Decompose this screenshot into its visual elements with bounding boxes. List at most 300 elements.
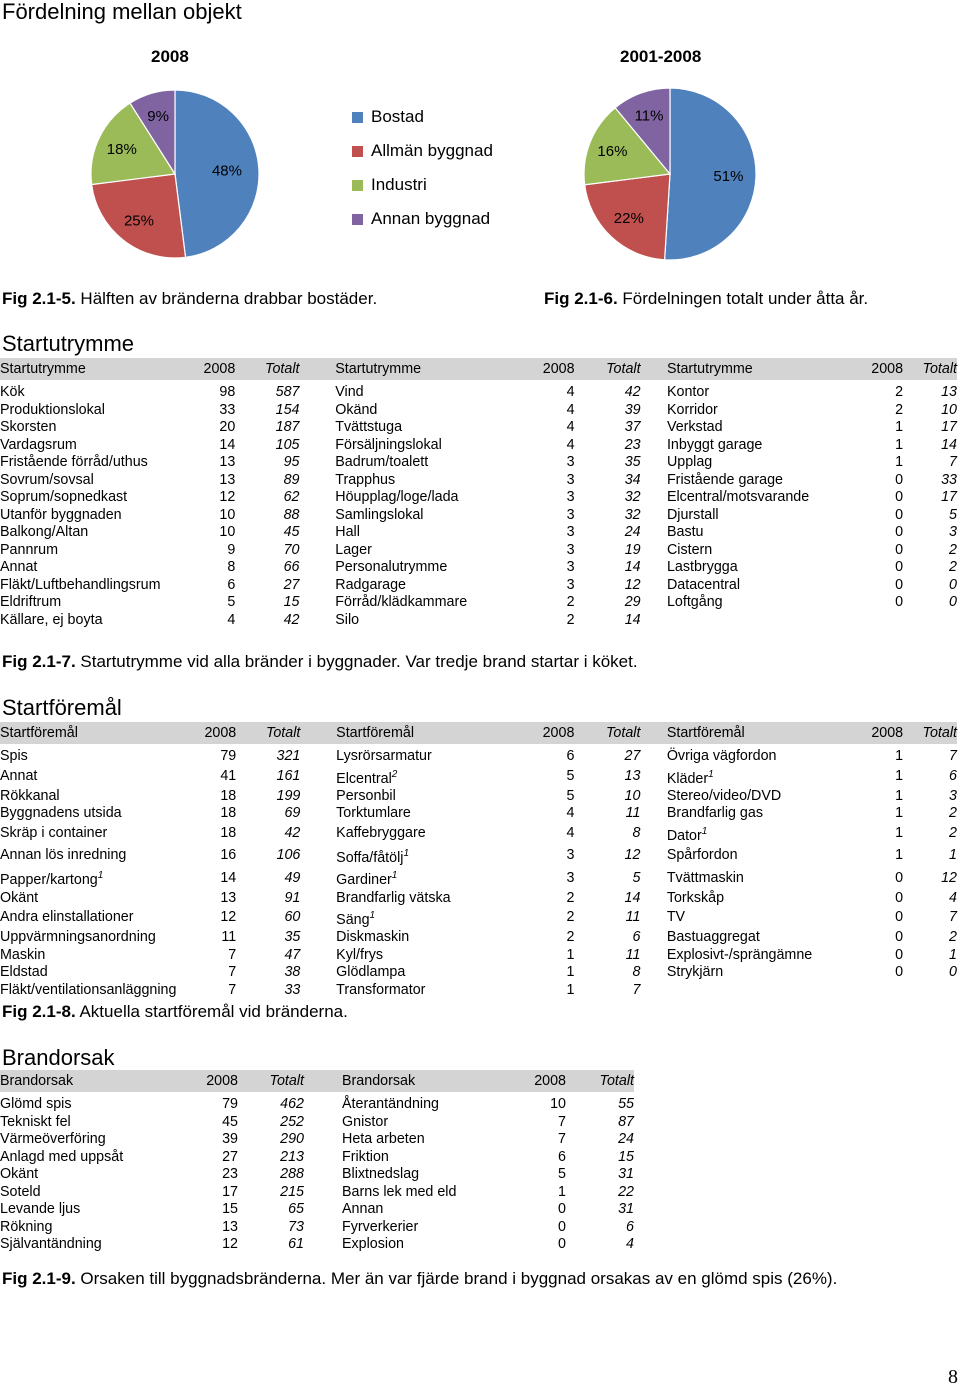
- section-heading-brandorsak: Brandorsak: [2, 1045, 115, 1070]
- table-cell-name: [336, 823, 503, 845]
- table-cell-totalt: 24: [624, 524, 641, 540]
- fig-caption-2-1-8: [2, 1002, 348, 1022]
- item-name: Tvättstuga: [335, 419, 403, 435]
- table-cell-totalt: 3: [949, 787, 957, 804]
- table-cell-name: [0, 964, 193, 982]
- table-cell-2008: 0: [895, 541, 904, 558]
- table-cell-2008: 1: [895, 787, 904, 804]
- legend-item-industri: [352, 168, 493, 202]
- table-cell-name: [336, 805, 503, 823]
- column-spacer: [641, 384, 667, 402]
- item-name: Elcentral: [336, 770, 392, 787]
- item-name: Okänt: [0, 1166, 39, 1182]
- table-cell-2008: 1: [895, 454, 904, 470]
- table-cell-name: [667, 890, 843, 908]
- table-cell-totalt: 4: [949, 889, 957, 906]
- column-header-name: Brandorsak: [0, 1070, 194, 1092]
- table-cell-name: [0, 577, 192, 595]
- legend-label: Industri: [371, 175, 427, 194]
- table-cell-name: [667, 594, 843, 612]
- table-cell-totalt: 60: [284, 909, 301, 926]
- column-header-2008: 2008: [503, 722, 575, 744]
- fig-number: Fig 2.1-6.: [544, 289, 618, 308]
- table-cell-2008: 12: [219, 489, 236, 505]
- column-header-name: Startutrymme: [667, 358, 843, 380]
- table-cell-2008: 0: [558, 1236, 566, 1252]
- page-number: 8: [948, 1366, 958, 1388]
- item-name: Andra elinstallationer: [0, 909, 134, 926]
- table-cell-name: [335, 524, 503, 542]
- table-cell-name: [0, 1236, 194, 1254]
- column-header-name: Startutrymme: [0, 358, 192, 380]
- fig-caption-2-1-6: [544, 289, 868, 309]
- table-cell-2008: 45: [222, 1113, 238, 1130]
- column-spacer: [640, 805, 666, 823]
- item-name: Produktionslokal: [0, 401, 105, 418]
- item-name: Explosivt-/sprängämne: [666, 946, 813, 963]
- table-cell-name: [0, 1114, 194, 1132]
- table-header-row: [0, 722, 957, 744]
- legend-item-bostad: [352, 100, 493, 134]
- table-cell-2008: 2: [566, 611, 575, 628]
- table-cell-2008: 3: [566, 506, 575, 523]
- column-spacer: [300, 964, 336, 982]
- table-cell-totalt: 13: [624, 767, 641, 784]
- column-spacer: [640, 748, 666, 766]
- table-cell-name: [667, 384, 843, 402]
- table-cell-totalt: 154: [275, 401, 300, 418]
- table-cell-totalt: 2: [949, 559, 957, 575]
- table-cell-name: [667, 454, 843, 472]
- table-cell-2008: 12: [220, 909, 237, 926]
- item-name: Spis: [0, 748, 28, 764]
- table-cell-totalt: 91: [284, 889, 301, 906]
- table-cell-name: [0, 907, 193, 929]
- table-cell-name: [0, 823, 193, 845]
- table-cell-totalt: 105: [275, 436, 300, 453]
- table-cell-name: [335, 489, 503, 507]
- column-spacer: [304, 1149, 342, 1167]
- table-cell-name: [667, 559, 843, 577]
- table-cell-name: [342, 1131, 512, 1149]
- item-name: Källare, ej boyta: [0, 611, 103, 628]
- table-cell-name: [0, 489, 192, 507]
- table-cell-totalt: 23: [624, 436, 641, 453]
- footnote-marker: 1: [403, 848, 410, 860]
- column-spacer: [641, 402, 667, 420]
- column-spacer: [640, 823, 666, 845]
- table-cell-name: [336, 964, 503, 982]
- column-spacer: [640, 867, 666, 889]
- column-header-totalt: Totalt: [236, 722, 300, 744]
- table-cell-2008: 0: [895, 964, 904, 981]
- table-cell-2008: 17: [222, 1183, 238, 1200]
- item-name: Badrum/toalett: [335, 454, 429, 470]
- table-cell-totalt: 35: [284, 929, 301, 946]
- pie-legend: [352, 100, 493, 236]
- table-cell-totalt: 12: [941, 869, 957, 886]
- item-name: Sovrum/sovsal: [0, 471, 94, 488]
- table-cell-2008: 7: [228, 946, 237, 963]
- table-cell-2008: 33: [219, 401, 236, 418]
- column-spacer: [641, 577, 667, 595]
- table-cell-name: [342, 1114, 512, 1132]
- table-cell-name: [0, 507, 192, 525]
- table-row: [0, 1149, 634, 1167]
- table-cell-2008: 1: [558, 1183, 566, 1200]
- column-spacer: [640, 964, 666, 982]
- item-name: Djurstall: [666, 506, 719, 523]
- item-name: Annan: [342, 1201, 384, 1217]
- table-cell-name: [336, 982, 503, 1000]
- table-cell-totalt: 15: [618, 1148, 634, 1165]
- table-cell-name: [342, 1166, 512, 1184]
- table-cell-2008: 10: [550, 1096, 566, 1112]
- item-name: Korridor: [666, 401, 718, 418]
- table-row: [0, 489, 957, 507]
- footnote-marker: 1: [97, 870, 104, 882]
- table-cell-2008: 14: [220, 869, 237, 886]
- column-header-name: Startföremål: [667, 722, 843, 744]
- table-cell-empty: [843, 612, 903, 630]
- fig-number: Fig 2.1-8.: [2, 1002, 76, 1021]
- table-cell-totalt: 47: [284, 946, 301, 963]
- table-row: [0, 524, 957, 542]
- table-cell-2008: 4: [566, 419, 575, 435]
- item-name: Pannrum: [0, 541, 59, 558]
- table-cell-totalt: 2: [949, 929, 957, 946]
- item-name: Uppvärmningsanordning: [0, 929, 156, 946]
- table-cell-name: [336, 845, 503, 867]
- footnote-marker: 1: [701, 825, 708, 837]
- table-cell-2008: 0: [895, 946, 904, 963]
- table-cell-2008: 23: [222, 1166, 238, 1182]
- legend-swatch: [352, 180, 363, 191]
- fig-text: Aktuella startföremål vid bränderna.: [75, 1002, 348, 1021]
- table-cell-2008: 1: [895, 847, 904, 864]
- table-row: [0, 1201, 634, 1219]
- table-cell-name: [0, 1201, 194, 1219]
- table-cell-totalt: 462: [280, 1096, 304, 1112]
- pie-chart-2008: [80, 86, 270, 262]
- table-cell-totalt: 38: [284, 964, 301, 981]
- item-name: Fristående förråd/uthus: [0, 454, 148, 470]
- table-row: [0, 577, 957, 595]
- table-cell-totalt: 7: [949, 909, 957, 926]
- table-cell-2008: 39: [222, 1131, 238, 1147]
- table-cell-name: [336, 748, 503, 766]
- table-row: [0, 419, 957, 437]
- table-cell-totalt: 73: [288, 1218, 304, 1235]
- item-name: Kontor: [666, 384, 710, 400]
- table-row: [0, 1114, 634, 1132]
- table-cell-totalt: 14: [624, 559, 641, 575]
- item-name: Lastbrygga: [666, 559, 738, 575]
- table-row: [0, 559, 957, 577]
- item-name: Personalutrymme: [335, 559, 448, 575]
- table-cell-totalt: 8: [632, 964, 641, 981]
- item-name: Fyrverkerier: [342, 1218, 419, 1235]
- item-name: Säng: [336, 911, 370, 928]
- table-cell-name: [667, 823, 843, 845]
- table-row: [0, 947, 957, 965]
- column-spacer: [641, 437, 667, 455]
- column-header-name: Startutrymme: [335, 358, 503, 380]
- table-cell-totalt: 61: [288, 1236, 304, 1252]
- table-cell-name: [342, 1236, 512, 1254]
- table-row: [0, 612, 957, 630]
- table-cell-totalt: 7: [949, 454, 957, 470]
- table-cell-empty: [667, 612, 843, 630]
- table-cell-2008: 4: [566, 825, 575, 842]
- table-cell-2008: 2: [566, 909, 575, 926]
- table-row: [0, 454, 957, 472]
- item-name: Loftgång: [666, 594, 723, 610]
- table-cell-name: [667, 524, 843, 542]
- item-name: Strykjärn: [666, 964, 724, 981]
- table-row: [0, 1096, 634, 1114]
- table-cell-name: [336, 867, 503, 889]
- column-spacer: [299, 594, 335, 612]
- item-name: Glömd spis: [0, 1096, 72, 1112]
- table-cell-2008: 0: [895, 909, 904, 926]
- table-row: [0, 472, 957, 490]
- table-cell-2008: 0: [895, 471, 904, 488]
- table-cell-2008: 3: [566, 454, 575, 470]
- column-header-totalt: Totalt: [566, 1070, 634, 1092]
- fig-text: Fördelningen totalt under åtta år.: [617, 289, 869, 308]
- table-cell-totalt: 6: [626, 1218, 634, 1235]
- footnote-marker: 1: [369, 910, 376, 922]
- column-spacer: [640, 845, 666, 867]
- table-cell-2008: 0: [558, 1218, 566, 1235]
- table-cell-name: [667, 867, 843, 889]
- item-name: TV: [666, 909, 686, 926]
- table-cell-name: [0, 1149, 194, 1167]
- column-spacer: [300, 907, 336, 929]
- table-cell-name: [0, 867, 193, 889]
- table-cell-name: [0, 612, 192, 630]
- table-cell-name: [667, 929, 843, 947]
- item-name: Torktumlare: [336, 805, 411, 822]
- item-name: Elcentral/motsvarande: [666, 489, 810, 505]
- table-cell-2008: 5: [558, 1166, 566, 1182]
- table-cell-totalt: 0: [949, 594, 957, 610]
- table-cell-totalt: 62: [283, 489, 300, 505]
- item-name: Maskin: [0, 946, 46, 963]
- footnote-marker: 1: [391, 870, 398, 882]
- fig-text: Startutrymme vid alla bränder i byggnader. Var tredje brand startar i köket.: [75, 652, 638, 671]
- table-cell-name: [667, 748, 843, 766]
- table-cell-totalt: 11: [625, 805, 641, 822]
- table-cell-name: [0, 982, 193, 1000]
- column-header-2008: 2008: [194, 1070, 238, 1092]
- table-row: [0, 594, 957, 612]
- table-cell-name: [0, 559, 192, 577]
- table-cell-name: [335, 594, 503, 612]
- section-heading-startforemal: Startföremål: [2, 695, 122, 720]
- table-cell-2008: 3: [566, 489, 575, 505]
- table-cell-name: [335, 559, 503, 577]
- item-name: Rökning: [0, 1218, 53, 1235]
- table-cell-totalt: 15: [283, 594, 300, 610]
- table-cell-2008: 98: [219, 384, 236, 400]
- column-spacer: [299, 542, 335, 560]
- table-cell-2008: 27: [222, 1148, 238, 1165]
- table-row: [0, 929, 957, 947]
- table-cell-totalt: 42: [283, 611, 300, 628]
- table-cell-empty: [843, 982, 903, 1000]
- item-name: Radgarage: [335, 576, 407, 593]
- table-cell-empty: [667, 982, 843, 1000]
- fig-caption-2-1-9: [2, 1269, 837, 1289]
- section-heading-startutrymme: Startutrymme: [2, 331, 135, 356]
- table-cell-name: [342, 1149, 512, 1167]
- table-row: [0, 964, 957, 982]
- column-spacer: [300, 929, 336, 947]
- table-cell-2008: 15: [222, 1201, 238, 1217]
- item-name: Fläkt/Luftbehandlingsrum: [0, 576, 161, 593]
- column-spacer: [299, 472, 335, 490]
- table-cell-name: [0, 542, 192, 560]
- column-spacer: [299, 577, 335, 595]
- fig-text: Hälften av bränderna drabbar bostäder.: [75, 289, 378, 308]
- table-cell-totalt: 2: [949, 541, 957, 558]
- table-cell-2008: 1: [566, 964, 575, 981]
- column-spacer: [300, 845, 336, 867]
- table-cell-name: [342, 1219, 512, 1237]
- table-cell-name: [0, 1184, 194, 1202]
- table-cell-2008: 3: [566, 847, 575, 864]
- column-spacer: [300, 947, 336, 965]
- column-header-name: Startföremål: [0, 722, 193, 744]
- pie-label-annan-byggnad: 11%: [634, 107, 664, 125]
- table-cell-2008: 14: [219, 436, 236, 453]
- column-spacer: [640, 929, 666, 947]
- table-cell-2008: 3: [566, 471, 575, 488]
- item-name: Eldstad: [0, 964, 48, 981]
- table-cell-name: [336, 766, 503, 788]
- item-name: Anlagd med uppsåt: [0, 1148, 124, 1165]
- item-name: Bastuaggregat: [666, 929, 760, 946]
- column-spacer: [300, 867, 336, 889]
- footnote-marker: 1: [708, 768, 714, 780]
- table-cell-name: [0, 384, 192, 402]
- table-cell-name: [336, 907, 503, 929]
- item-name: Annat: [0, 559, 38, 575]
- column-spacer: [299, 559, 335, 577]
- pie-label-bostad: 48%: [211, 162, 242, 180]
- table-cell-2008: 18: [220, 787, 237, 804]
- table-cell-totalt: 288: [280, 1166, 304, 1182]
- item-name: Torkskåp: [666, 889, 725, 906]
- table-cell-2008: 3: [566, 869, 575, 886]
- table-cell-2008: 1: [895, 419, 904, 435]
- column-spacer: [641, 524, 667, 542]
- table-row: [0, 867, 957, 889]
- table-cell-2008: 0: [895, 559, 904, 575]
- table-cell-totalt: 6: [632, 929, 641, 946]
- item-name: Explosion: [342, 1236, 404, 1252]
- table-cell-2008: 5: [227, 594, 236, 610]
- table-cell-2008: 2: [895, 401, 904, 418]
- column-spacer: [300, 890, 336, 908]
- column-spacer: [304, 1219, 342, 1237]
- table-cell-totalt: 14: [624, 611, 641, 628]
- item-name: Höupplag/loge/lada: [335, 489, 459, 505]
- item-name: Försäljningslokal: [335, 436, 442, 453]
- item-name: Balkong/Altan: [0, 524, 89, 540]
- item-name: Skräp i container: [0, 825, 108, 842]
- table-brandorsak: [0, 1070, 634, 1254]
- fig-caption-2-1-7: [2, 652, 638, 672]
- table-cell-totalt: 2: [949, 825, 957, 842]
- table-cell-totalt: 6: [949, 767, 957, 784]
- item-name: Vind: [335, 384, 364, 400]
- table-cell-name: [0, 748, 193, 766]
- table-cell-2008: 5: [566, 767, 575, 784]
- table-cell-totalt: 11: [625, 946, 641, 963]
- table-cell-2008: 6: [227, 576, 236, 593]
- table-cell-name: [667, 805, 843, 823]
- column-spacer: [300, 788, 336, 806]
- table-cell-name: [667, 402, 843, 420]
- table-cell-2008: 2: [566, 889, 575, 906]
- table-row: [0, 890, 957, 908]
- table-cell-name: [335, 612, 503, 630]
- column-spacer: [641, 472, 667, 490]
- table-cell-totalt: 49: [284, 869, 301, 886]
- table-cell-2008: 9: [227, 541, 236, 558]
- item-name: Barns lek med eld: [342, 1183, 457, 1200]
- item-name: Friktion: [342, 1148, 389, 1165]
- column-spacer: [299, 524, 335, 542]
- footnote-marker: 2: [391, 768, 398, 780]
- table-cell-2008: 1: [895, 436, 904, 453]
- item-name: Annan lös inredning: [0, 847, 127, 864]
- table-cell-totalt: 215: [280, 1183, 304, 1200]
- table-cell-name: [336, 890, 503, 908]
- table-cell-2008: 4: [566, 805, 575, 822]
- table-row: [0, 507, 957, 525]
- table-cell-2008: 11: [221, 929, 237, 946]
- table-cell-totalt: 3: [949, 524, 957, 540]
- table-cell-totalt: 19: [624, 541, 641, 558]
- table-cell-totalt: 1: [949, 847, 957, 864]
- item-name: Glödlampa: [336, 964, 406, 981]
- legend-label: Bostad: [371, 107, 424, 126]
- item-name: Rökkanal: [0, 787, 60, 804]
- legend-label: Allmän byggnad: [371, 141, 493, 160]
- table-cell-name: [667, 766, 843, 788]
- table-cell-name: [0, 472, 192, 490]
- table-row: [0, 845, 957, 867]
- item-name: Dator: [666, 827, 702, 844]
- table-cell-totalt: 70: [283, 541, 300, 558]
- column-spacer: [299, 507, 335, 525]
- table-cell-name: [0, 766, 193, 788]
- item-name: Värmeöverföring: [0, 1131, 106, 1147]
- table-row: [0, 982, 957, 1000]
- table-cell-2008: 13: [222, 1218, 238, 1235]
- table-cell-2008: 0: [895, 929, 904, 946]
- item-name: Papper/kartong: [0, 872, 98, 889]
- column-spacer: [640, 788, 666, 806]
- table-cell-name: [0, 845, 193, 867]
- table-cell-totalt: 42: [284, 825, 301, 842]
- fig-text: Orsaken till byggnadsbränderna. Mer än var fjärde brand i byggnad orsakas av en glömd spis (26%).: [75, 1269, 838, 1288]
- item-name: Skorsten: [0, 419, 57, 435]
